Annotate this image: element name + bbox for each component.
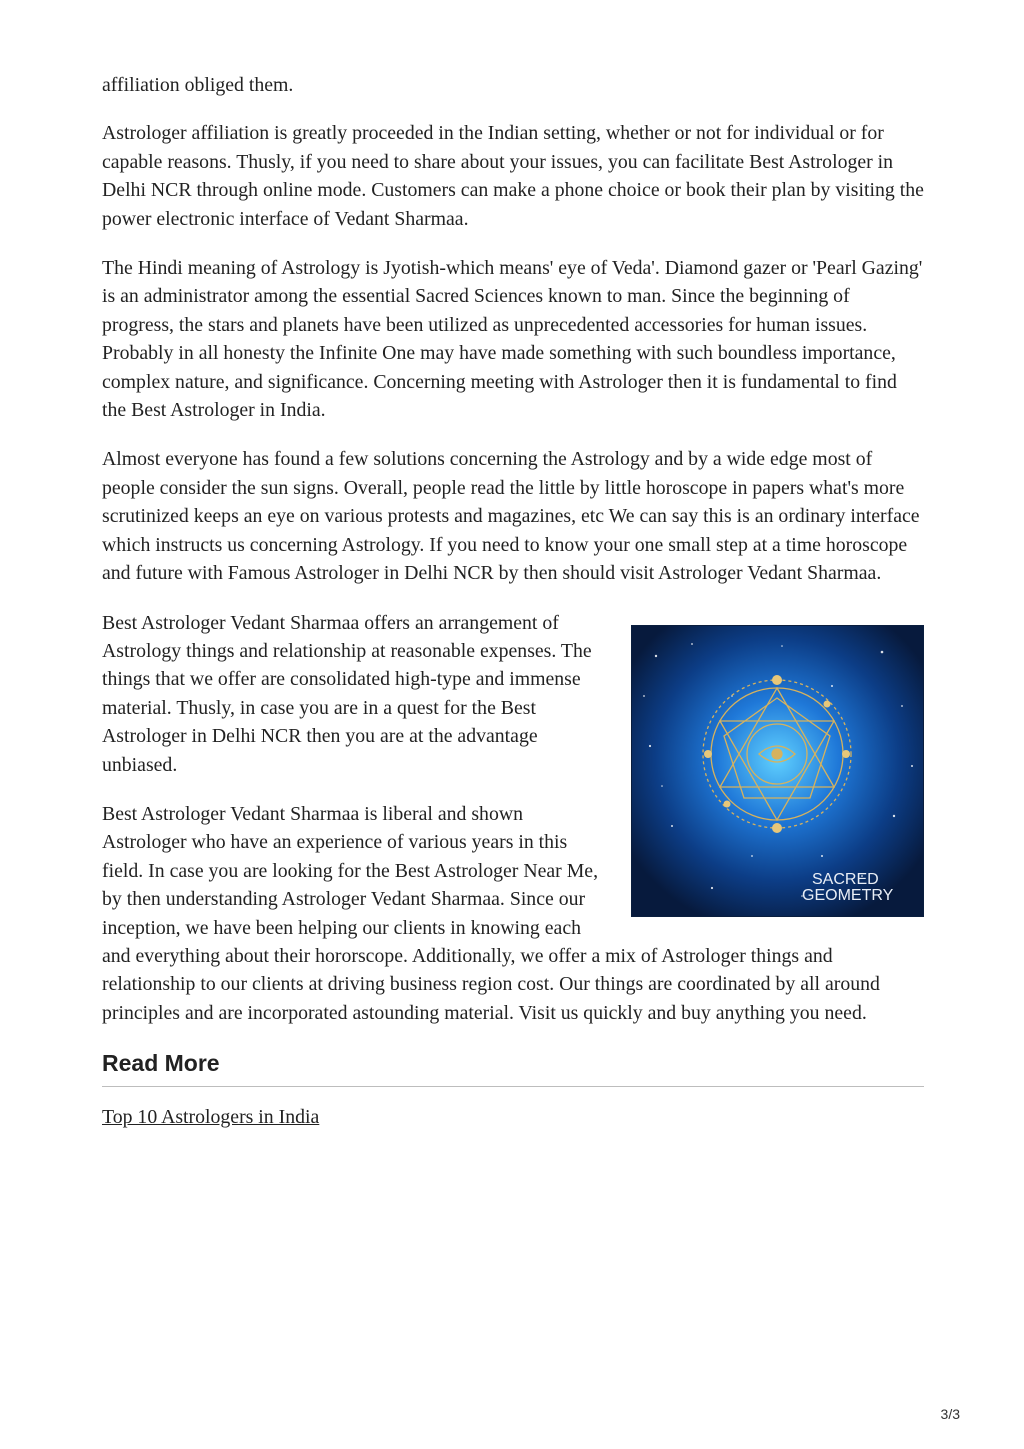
paragraph-2: Astrologer affiliation is greatly proceeded in the Indian setting, whether or not for individual or for capable reasons. Thusly, if you need to share about your issues, you can facilitate Best Astrologer in Delhi NCR through online mode. Customers can make a phone choice or book their plan by visiting the power electronic interface of Vedant Sharmaa. bbox=[102, 122, 924, 230]
article-body bbox=[102, 71, 924, 1131]
sacred-geometry-image bbox=[631, 625, 924, 917]
paragraph-4: Almost everyone has found a few solutions concerning the Astrology and by a wide edge most of people consider the sun signs. Overall, people read the little by little horoscope in papers what's more scrutinized keeps an eye on various protests and magazines, etc We can say this is an ordinary interface which instructs us concerning Astrology. If you need to know your one small step at a time horoscope and future with Famous Astrologer in Delhi NCR by then should visit Astrologer Vedant Sharmaa. bbox=[102, 448, 920, 585]
paragraph-5: Best Astrologer Vedant Sharmaa offers an arrangement of Astrology things and relationship at reasonable expenses. The things that we offer are consolidated high-type and immense material. Thusly, in case you are in a quest for the Best Astrologer in Delhi NCR then you are at the advantage unbiased. bbox=[102, 611, 592, 776]
paragraph-3: The Hindi meaning of Astrology is Jyotish-which means' eye of Veda'. Diamond gazer or 'Pearl Gazing' is an administrator among the essential Sacred Sciences known to man. Since the beginning of progress, the stars and planets have been utilized as unprecedented accessories for human issues. Probably in all honesty the Infinite One may have made something with such boundless importance, complex nature, and significance. Concerning meeting with Astrologer then it is fundamental to find the Best Astrologer in India. bbox=[102, 257, 923, 422]
image-caption-line1: SACRED bbox=[812, 870, 879, 888]
paragraph-6: Best Astrologer Vedant Sharmaa is liberal and shown Astrologer who have an experience of various years in this field. In case you are looking for the Best Astrologer Near Me, by then understanding Astrologer Vedant Sharmaa. Since our inception, we have been helping our clients in knowing each and everything about their hororscope. Additionally, we offer a mix of Astrologer things and relationship to our clients at driving business region cost. Our things are coordinated by all around principles and are incorporated astounding material. Visit us quickly and buy anything you need. bbox=[102, 802, 880, 1024]
paragraph-1: affiliation obliged them. bbox=[102, 74, 294, 96]
read-more-heading: Read More bbox=[102, 1048, 924, 1087]
read-more-link[interactable]: Top 10 Astrologers in India bbox=[102, 1106, 320, 1129]
image-caption-line2: GEOMETRY bbox=[802, 886, 894, 904]
page-number: 3/3 bbox=[940, 1406, 960, 1422]
